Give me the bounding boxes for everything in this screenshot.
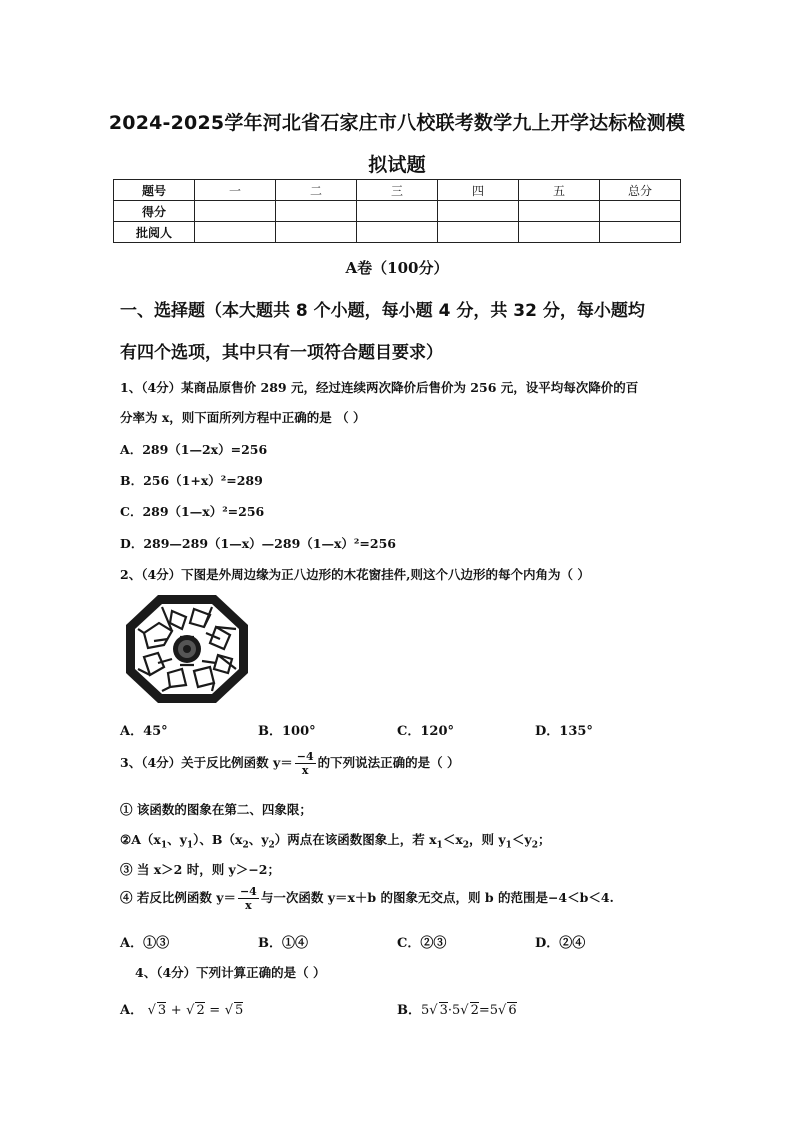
q3-statement-1: ① 该函数的图象在第二、四象限；	[120, 802, 312, 817]
score-cell[interactable]	[195, 222, 276, 243]
sqrt-icon: √	[429, 1003, 438, 1018]
q3-s2-text: ）两点在该函数图象上，若 x	[274, 832, 437, 847]
score-cell[interactable]	[600, 201, 681, 222]
q3-option-a[interactable]: A．①③	[120, 936, 170, 951]
section1-heading-line1: 一、选择题（本大题共 8 个小题，每小题 4 分，共 32 分，每小题均	[120, 301, 645, 321]
exam-title-line1: 2024-2025学年河北省石家庄市八校联考数学九上开学达标检测模	[108, 112, 686, 134]
q3-option-b[interactable]: B．①④	[258, 936, 308, 951]
q3-stem-pre: 3、（4分）关于反比例函数 y＝	[120, 755, 293, 770]
q1-option-a[interactable]: A．289（1—2x）=256	[120, 442, 268, 457]
radicand: 3	[439, 1003, 448, 1018]
score-table-row	[114, 222, 681, 243]
q3-s2-text: 、y	[167, 832, 187, 847]
q1-stem-line2: 分率为 x，则下面所列方程中正确的是 （ ）	[120, 410, 366, 425]
section1-heading-line2: 有四个选项，其中只有一项符合题目要求）	[120, 343, 443, 363]
score-cell[interactable]	[276, 222, 357, 243]
plus-sign: +	[170, 1003, 182, 1018]
q2-stem: 2、（4分）下图是外周边缘为正八边形的木花窗挂件,则这个八边形的每个内角为（ ）	[120, 567, 590, 582]
score-table-header-row	[114, 180, 681, 201]
q1-option-b[interactable]: B．256（1+x）²=289	[120, 473, 263, 488]
q3-s4-pre: ④ 若反比例函数 y＝	[120, 890, 236, 905]
radicand: 5	[235, 1003, 244, 1018]
q3-s4-frac-num: −4	[239, 885, 257, 898]
score-header-cell: 四	[438, 180, 519, 201]
score-cell[interactable]	[438, 222, 519, 243]
subscript: 1	[160, 840, 168, 851]
score-cell[interactable]	[600, 222, 681, 243]
score-row-label: 得分	[114, 201, 195, 222]
score-cell[interactable]	[438, 201, 519, 222]
q3-s2-text: ，则 y	[469, 832, 506, 847]
radicand: 3	[157, 1003, 167, 1018]
q3-statement-4	[120, 885, 614, 912]
q3-s2-text: ）、B（x	[193, 832, 243, 847]
part-a-heading: A卷（100分）	[345, 259, 449, 277]
q4-stem: 4、（4分）下列计算正确的是（ ）	[135, 965, 326, 980]
sqrt-icon: √	[224, 1003, 234, 1018]
score-header-cell: 一	[195, 180, 276, 201]
score-cell[interactable]	[195, 201, 276, 222]
coefficient: 5	[421, 1003, 430, 1018]
subscript: 1	[505, 840, 512, 851]
q4-option-a[interactable]	[120, 999, 243, 1018]
score-header-cell: 题号	[114, 180, 195, 201]
q3-option-d[interactable]: D．②④	[535, 936, 586, 951]
subscript: 2	[242, 840, 249, 851]
q3-option-c[interactable]: C．②③	[397, 936, 447, 951]
q3-frac-num: −4	[296, 750, 314, 763]
radicand: 2	[470, 1003, 479, 1018]
subscript: 2	[268, 840, 275, 851]
octagon-window-image	[124, 593, 250, 705]
q3-s2-text: ；	[537, 832, 551, 847]
dot-operator: ·	[447, 1003, 452, 1018]
q3-s4-post: 与一次函数 y＝x＋b 的图象无交点，则 b 的范围是−4＜b＜4.	[260, 890, 614, 905]
coefficient: 5	[452, 1003, 461, 1018]
sqrt-icon: √	[460, 1003, 469, 1018]
q3-s4-frac-den: x	[245, 899, 252, 912]
score-header-cell: 总分	[600, 180, 681, 201]
equals-five: =5	[478, 1003, 499, 1018]
score-table-row	[114, 201, 681, 222]
score-cell[interactable]	[519, 201, 600, 222]
subscript: 1	[436, 840, 443, 851]
q3-statement-2	[120, 830, 550, 851]
q3-s4-fraction	[238, 885, 259, 912]
score-cell[interactable]	[357, 222, 438, 243]
score-cell[interactable]	[276, 201, 357, 222]
q3-frac-den: x	[301, 764, 309, 777]
q2-option-d[interactable]: D．135°	[535, 724, 593, 739]
q2-option-b[interactable]: B．100°	[258, 724, 316, 739]
q3-statement-3: ③ 当 x＞2 时，则 y＞−2；	[120, 862, 280, 877]
score-header-cell: 二	[276, 180, 357, 201]
q4-option-b[interactable]	[397, 999, 517, 1018]
q1-stem-line1: 1、（4分）某商品原售价 289 元，经过连续两次降价后售价为 256 元，设平均每次降价的百	[120, 380, 639, 395]
score-header-cell: 五	[519, 180, 600, 201]
q3-stem-post: 的下列说法正确的是（ ）	[317, 755, 460, 770]
sqrt-icon: √	[498, 1003, 507, 1018]
exam-title-line2: 拟试题	[368, 154, 426, 176]
score-cell[interactable]	[519, 222, 600, 243]
q4-option-a-label: A．	[120, 1003, 144, 1018]
q3-stem	[120, 750, 460, 777]
sqrt-icon: √	[147, 1003, 156, 1018]
equals-sign: =	[209, 1003, 221, 1018]
q3-s2-text: 、y	[248, 832, 269, 847]
q1-option-d[interactable]: D．289—289（1—x）—289（1—x）²=256	[120, 536, 396, 551]
q2-option-c[interactable]: C．120°	[397, 724, 454, 739]
score-header-cell: 三	[357, 180, 438, 201]
radicand: 6	[508, 1003, 517, 1018]
score-row-label: 批阅人	[114, 222, 195, 243]
q1-option-c[interactable]: C．289（1—x）²=256	[120, 504, 265, 519]
score-table	[113, 179, 681, 243]
q4-option-b-label: B．	[397, 1003, 421, 1018]
subscript: 1	[186, 840, 194, 851]
radicand: 2	[196, 1003, 205, 1018]
q3-s2-text: ＜y	[511, 832, 532, 847]
score-cell[interactable]	[357, 201, 438, 222]
q3-fraction	[295, 750, 316, 777]
subscript: 2	[531, 840, 538, 851]
q3-s2-text: ＜x	[442, 832, 463, 847]
q3-s2-text: ②A（x	[120, 832, 161, 847]
subscript: 2	[462, 840, 470, 851]
q2-option-a[interactable]: A．45°	[120, 724, 168, 739]
sqrt-icon: √	[186, 1003, 195, 1018]
